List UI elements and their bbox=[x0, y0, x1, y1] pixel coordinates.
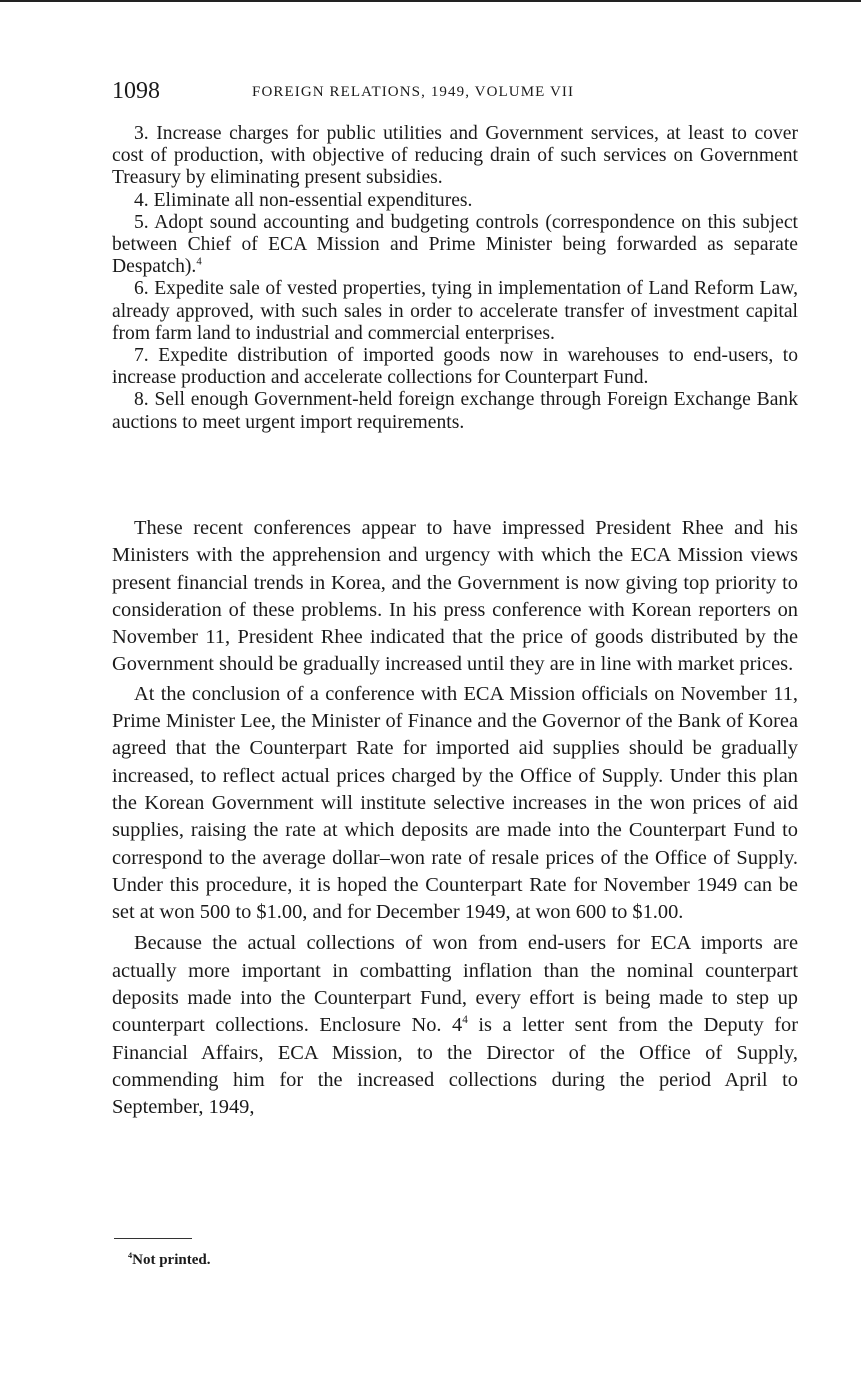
page-header bbox=[112, 76, 802, 106]
footnote bbox=[128, 1250, 210, 1270]
paragraph: At the conclusion of a conference with ECA Mission officials on November 11, Prime Minister Lee, the Minister of Finance and the Governor of the Bank of Korea agreed that the Counterpart Rate for imported aid supplies should be gradually increased, to reflect actual prices charged by the Office of Supply. Under this plan the Korean Government will institute selective increases in the won prices of aid supplies, raising the rate at which deposits are made into the Counterpart Fund to correspond to the average dollar–won rate of resale prices of the Office of Supply. Under this procedure, it is hoped the Counterpart Rate for November 1949 can be set at won 500 to $1.00, and for December 1949, at won 600 to $1.00. bbox=[112, 682, 798, 924]
paragraph bbox=[112, 930, 798, 1121]
recommendation-list bbox=[112, 123, 798, 434]
paragraph-text: is a letter sent from the Deputy for Financial Affairs, ECA Mission, to the Director of the Office of Supply, commending him for the increased collections during the period April to September, 1949, bbox=[112, 1014, 798, 1119]
footnote-text: Not printed. bbox=[132, 1252, 211, 1268]
paragraph: These recent conferences appear to have impressed President Rhee and his Ministers with the apprehension and urgency with which the ECA Mission views present financial trends in Korea, and the Government is now giving top priority to consideration of these problems. In his press conference with Korean reporters on November 11, President Rhee indicated that the price of goods distributed by the Government should be gradually increased until they are in line with market prices. bbox=[112, 517, 798, 676]
running-head: FOREIGN RELATIONS, 1949, VOLUME VII bbox=[252, 84, 575, 100]
paragraph-text: Because the actual collections of won from end-users for ECA imports are actually more important in combatting inflation than the nominal counterpart deposits made into the Counterpart Fund, every effort is being made to step up counterpart collections. Enclosure No. 4 bbox=[112, 932, 798, 1037]
list-item: 6. Expedite sale of vested properties, tying in implementation of Land Reform Law, already approved, with such sales in order to accelerate transfer of investment capital from farm land to industrial and commercial enterprises. bbox=[112, 278, 798, 344]
top-edge-rule bbox=[0, 0, 861, 2]
footnote-number: 4 bbox=[128, 1251, 133, 1260]
list-item: 4. Eliminate all non-essential expenditures. bbox=[134, 189, 473, 211]
list-item: 8. Sell enough Government-held foreign exchange through Foreign Exchange Bank auctions to meet urgent import requirements. bbox=[112, 389, 798, 433]
footnote-marker: 4 bbox=[196, 255, 202, 268]
list-item bbox=[112, 212, 798, 279]
list-item-text: 5. Adopt sound accounting and budgeting controls (correspondence on this subject between Chief of ECA Mission and Prime Minister being forwarded as separate Despatch). bbox=[112, 211, 798, 278]
list-item: 3. Increase charges for public utilities and Government services, at least to cover cost of production, with objective of reducing drain of such services on Government Treasury by eliminating present subsidies. bbox=[112, 123, 798, 189]
body-text bbox=[112, 515, 798, 1126]
footnote-marker: 4 bbox=[462, 1014, 468, 1027]
list-item: 7. Expedite distribution of imported goods now in warehouses to end-users, to increase production and accelerate collections for Counterpart Fund. bbox=[112, 345, 798, 389]
footnote-rule bbox=[114, 1238, 192, 1239]
page-number: 1098 bbox=[112, 78, 160, 104]
